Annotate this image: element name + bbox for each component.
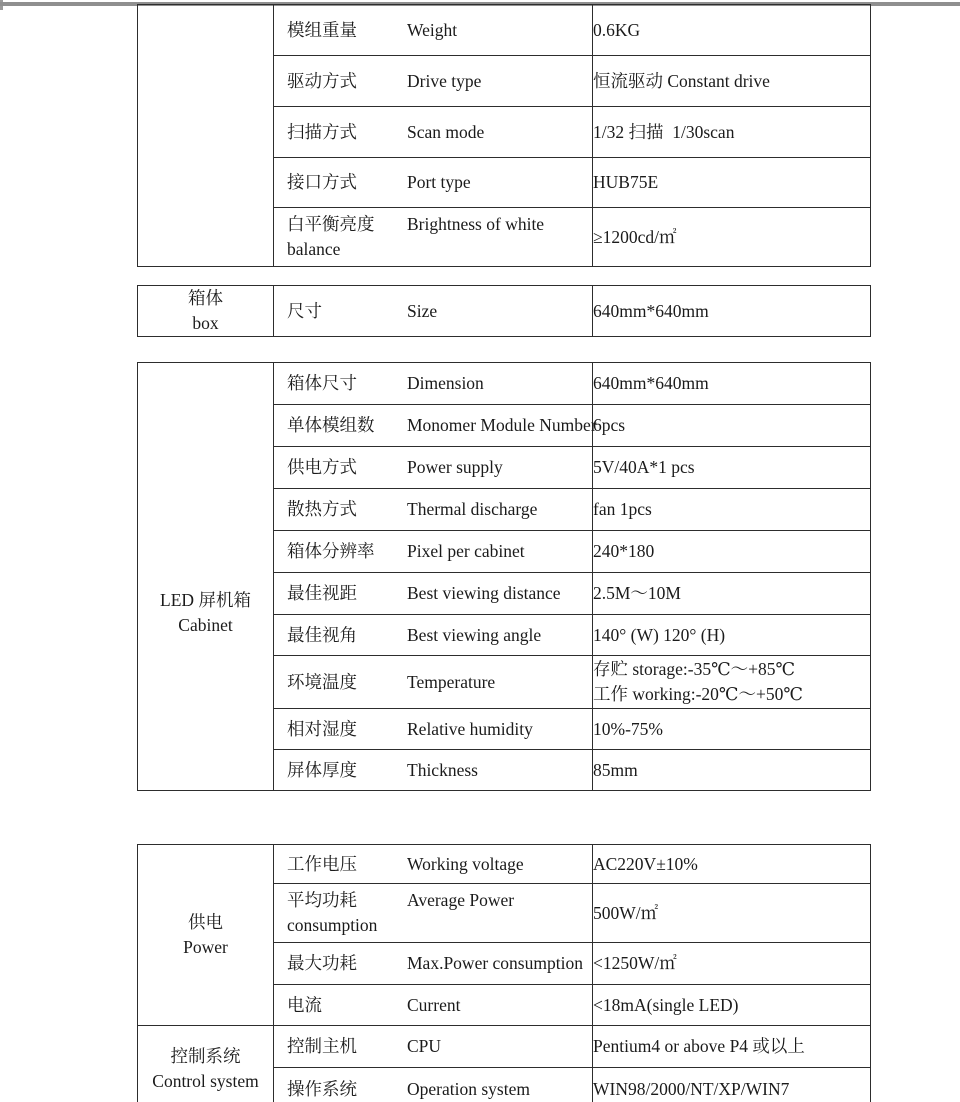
label-cell (274, 985, 593, 1026)
label-cell (274, 656, 593, 709)
label-en: Dimension (407, 373, 484, 393)
label-en: Size (407, 300, 438, 321)
label-cn: 相对湿度 (287, 718, 357, 739)
value-cell: 6pcs (593, 405, 871, 447)
label-cn: 扫描方式 (287, 121, 357, 142)
label-cell (274, 709, 593, 750)
label-en: Weight (407, 19, 458, 40)
spec-table-cabinet (137, 362, 871, 791)
label-cell (274, 56, 593, 107)
category-en: box (192, 313, 219, 333)
value-cell: 存贮 storage:-35℃～+85℃ 工作 working:-20℃～+50℃ (593, 656, 871, 709)
label-cell (274, 107, 593, 158)
label-en: Best viewing angle (407, 624, 542, 645)
value-cell: fan 1pcs (593, 489, 871, 531)
category-en: Control system (152, 1070, 259, 1091)
value-cell: 240*180 (593, 531, 871, 573)
value-cell: 500W/㎡ (593, 884, 871, 943)
value-cell: 恒流驱动 Constant drive (593, 56, 871, 107)
label-cell (274, 573, 593, 615)
value-cell: Pentium4 or above P4 或以上 (593, 1026, 871, 1068)
value-cell: HUB75E (593, 158, 871, 208)
label-en: Operation system (407, 1079, 530, 1099)
label-cn: 接口方式 (287, 172, 357, 192)
label-cell (274, 405, 597, 447)
label-cn: 驱动方式 (287, 70, 357, 91)
label-en: Current (407, 994, 461, 1015)
label-cn: 单体模组数 (287, 415, 375, 435)
label-cn: 白平衡亮度 balance (287, 214, 375, 259)
label-en: Working voltage (407, 853, 524, 874)
value-cell: WIN98/2000/NT/XP/WIN7 (593, 1068, 871, 1102)
label-cn: 工作电压 (287, 853, 357, 874)
label-cn: 最佳视距 (287, 583, 357, 603)
label-en: Thermal discharge (407, 499, 538, 519)
table-row (138, 363, 871, 405)
label-cell (274, 1026, 593, 1068)
label-cell (274, 884, 593, 943)
category-cn: 控制系统 (170, 1045, 241, 1066)
label-en: Max.Power consumption (407, 953, 583, 973)
label-en: Thickness (407, 759, 478, 780)
value-cell: 5V/40A*1 pcs (593, 447, 871, 489)
category-en: Cabinet (178, 614, 233, 635)
label-cell (274, 286, 593, 337)
label-cn: 电流 (287, 994, 322, 1015)
label-cell (274, 208, 593, 267)
value-cell: AC220V±10% (593, 845, 871, 884)
label-cn: 箱体分辨率 (287, 541, 375, 561)
label-cell (274, 363, 593, 405)
label-cn: 屏体厚度 (287, 759, 357, 780)
label-cell (274, 5, 593, 56)
label-en: Drive type (407, 70, 482, 91)
table-row (138, 5, 871, 56)
label-cn: 平均功耗 consumption (287, 890, 378, 935)
value-cell: ≥1200cd/㎡ (593, 208, 871, 267)
label-cn: 模组重量 (287, 19, 357, 40)
table-row (138, 1026, 871, 1068)
category-cn: LED 屏机箱 (160, 589, 251, 610)
label-cell (274, 1068, 593, 1102)
label-cell (274, 531, 593, 573)
value-cell: <18mA(single LED) (593, 985, 871, 1026)
label-cn: 供电方式 (287, 457, 357, 477)
spec-table-box (137, 285, 871, 337)
category-cell-power (138, 845, 274, 1026)
label-en: Pixel per cabinet (407, 541, 525, 561)
label-en: Relative humidity (407, 718, 533, 739)
category-cell-control-system (138, 1026, 274, 1102)
label-cn: 尺寸 (287, 300, 322, 321)
category-cn: 供电 (188, 912, 223, 932)
label-cn: 最大功耗 (287, 953, 357, 973)
category-cn: 箱体 (188, 288, 223, 308)
label-cn: 箱体尺寸 (287, 373, 357, 393)
label-cn: 操作系统 (287, 1079, 357, 1099)
value-cell: 640mm*640mm (593, 363, 871, 405)
spec-table-module-continued (137, 4, 871, 267)
label-en: Brightness of white (407, 214, 545, 234)
category-cell-empty (138, 5, 274, 267)
label-cell (274, 447, 593, 489)
value-cell: 10%-75% (593, 709, 871, 750)
value-cell: 2.5M～10M (593, 573, 871, 615)
value-cell: 640mm*640mm (593, 286, 871, 337)
label-cell (274, 845, 593, 884)
label-cell (274, 615, 593, 656)
label-en: Best viewing distance (407, 583, 561, 603)
label-en: Temperature (407, 671, 496, 692)
value-cell: 140° (W) 120° (H) (593, 615, 871, 656)
value-cell: 1/32 扫描 1/30scan (593, 107, 871, 158)
label-cn: 散热方式 (287, 499, 357, 519)
table-row (138, 286, 871, 337)
label-cn: 控制主机 (287, 1036, 357, 1056)
label-cn: 环境温度 (287, 671, 357, 692)
label-en: Monomer Module Number (407, 415, 597, 435)
label-cell (274, 158, 593, 208)
value-cell: <1250W/㎡ (593, 943, 871, 985)
label-en: CPU (407, 1036, 442, 1056)
category-cell-cabinet (138, 363, 274, 791)
label-cn: 最佳视角 (287, 624, 357, 645)
category-en: Power (183, 937, 228, 957)
label-cell (274, 489, 593, 531)
category-cell-box (138, 286, 274, 337)
value-cell: 0.6KG (593, 5, 871, 56)
label-en: Scan mode (407, 121, 485, 142)
value-cell: 85mm (593, 750, 871, 791)
label-cell (274, 750, 593, 791)
label-en: Average Power (407, 890, 515, 910)
label-en: Power supply (407, 457, 503, 477)
label-cell (274, 943, 593, 985)
spec-table-power-control (137, 844, 871, 1102)
label-en: Port type (407, 172, 471, 192)
table-row (138, 845, 871, 884)
